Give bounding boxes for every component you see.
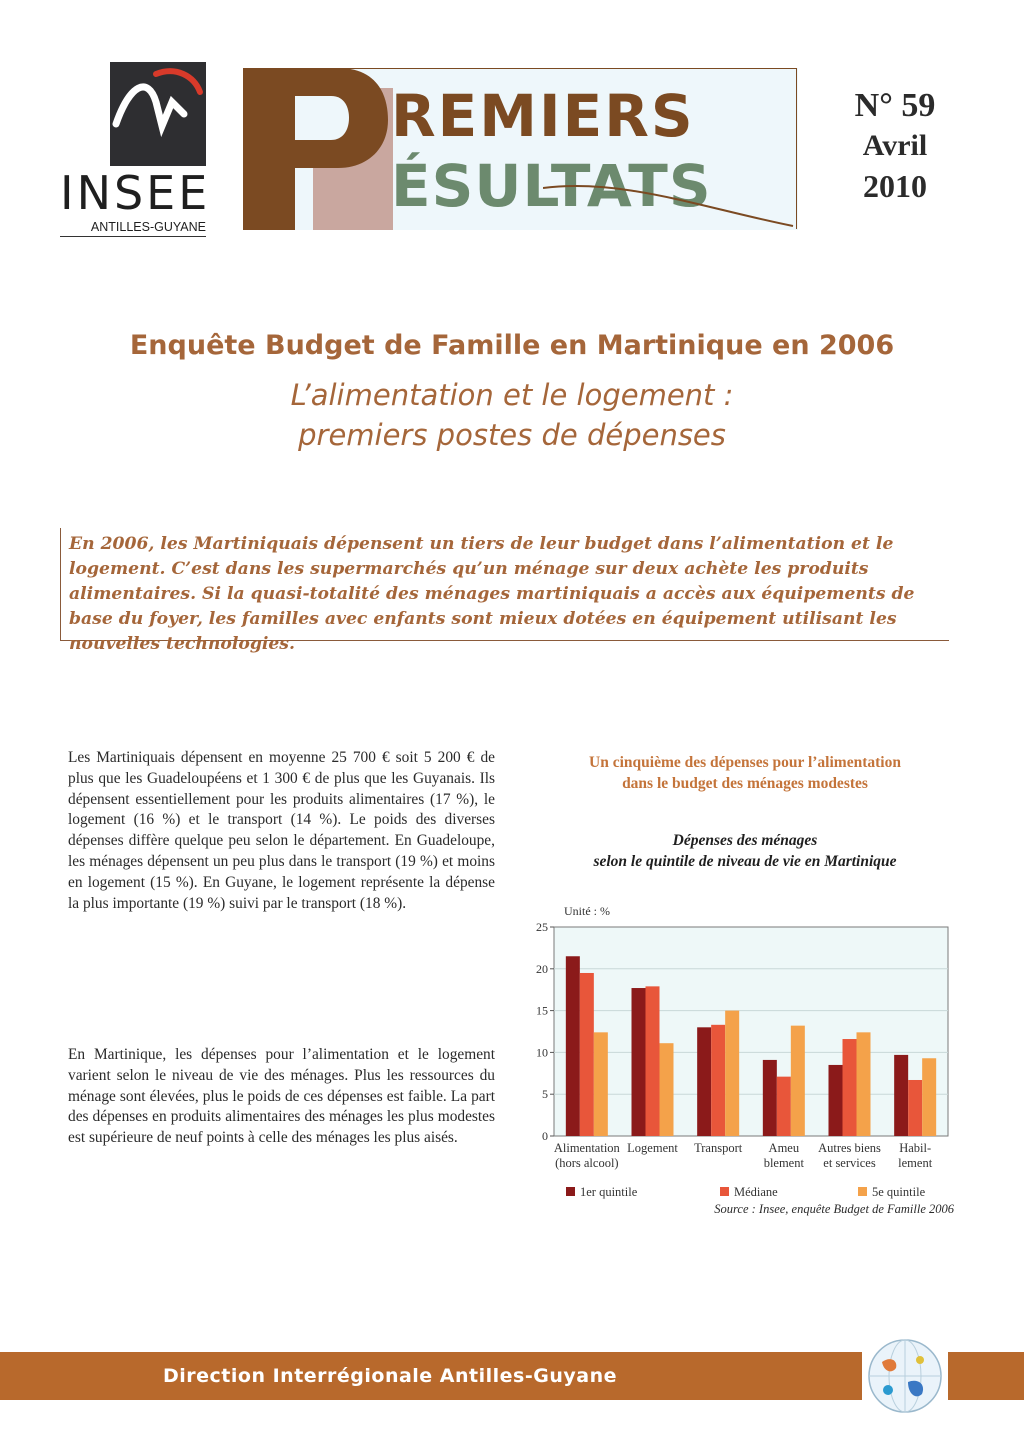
x-tick-label: et services [823, 1156, 876, 1170]
bar-chart [520, 895, 960, 1200]
chart-unit-label: Unité : % [564, 904, 610, 918]
chart-source: Source : Insee, enquête Budget de Famille 2006 [714, 1202, 954, 1216]
y-tick-label: 5 [542, 1087, 548, 1102]
insee-logo-icon [110, 62, 206, 166]
bar-1-2 [632, 988, 646, 1136]
issue-month: Avril [862, 129, 928, 162]
page-subtitle-line2: premiers postes de dépenses [298, 418, 726, 452]
insee-region-label: ANTILLES-GUYANE [60, 220, 206, 237]
bar-3-2 [660, 1043, 674, 1136]
bar-1-5 [829, 1065, 843, 1136]
y-tick-label: 25 [536, 920, 548, 934]
x-tick-label: Autres biens [818, 1141, 881, 1155]
lead-box [60, 528, 949, 654]
footer-text: Direction Interrégionale Antilles-Guyane [163, 1365, 617, 1387]
globe-icon [862, 1336, 948, 1416]
y-tick-label: 0 [542, 1129, 548, 1143]
chart-title-line1: Dépenses des ménages [672, 832, 818, 849]
x-tick-label: lement [898, 1156, 933, 1170]
x-tick-label: Transport [694, 1141, 743, 1155]
chart-heading [540, 752, 950, 794]
issue-number: N° 59 [854, 87, 936, 124]
page-subtitle-line1: L’alimentation et le logement : [290, 378, 734, 412]
bar-3-4 [791, 1026, 805, 1136]
lead-text: En 2006, les Martiniquais dépensent un tiers de leur budget dans l’alimentation et le logement. C’est dans les supermarchés qu’un ménage sur deux achète les produits alimentaires. Si la quasi-totalité des ménages martiniquais a accès aux équipements de base du foyer, les familles avec enfants sont mieux dotées en équipement utilisant les nouvelles technologies. [69, 534, 915, 654]
bar-3-6 [922, 1058, 936, 1136]
chart-heading-line1: Un cinquième des dépenses pour l’alimentation [589, 754, 901, 771]
bar-2-1 [580, 973, 594, 1136]
plot-area [554, 927, 948, 1136]
chart-title-line2: selon le quintile de niveau de vie en Martinique [593, 853, 897, 870]
bar-3-5 [857, 1032, 871, 1136]
page-title: Enquête Budget de Famille en Martinique en 2006 [129, 330, 895, 361]
legend-swatch-3 [858, 1187, 867, 1196]
legend-label-2: Médiane [734, 1185, 778, 1199]
y-tick-label: 15 [536, 1003, 548, 1018]
x-tick-label: (hors alcool) [555, 1156, 619, 1170]
bar-1-1 [566, 956, 580, 1136]
y-tick-label: 10 [536, 1045, 548, 1060]
bar-1-6 [894, 1055, 908, 1136]
bar-3-1 [594, 1032, 608, 1136]
legend-label-3: 5e quintile [872, 1185, 926, 1199]
banner-frame [243, 68, 797, 229]
issue-year: 2010 [863, 168, 927, 204]
x-tick-label: Ameu [768, 1141, 800, 1155]
banner-word2-text: ÉSULTATS [391, 152, 712, 220]
banner-word1-text: REMIERS [391, 82, 695, 150]
y-tick-label: 20 [536, 961, 548, 976]
x-tick-label: Alimentation [553, 1141, 620, 1155]
bar-2-2 [646, 986, 660, 1136]
body-paragraph-1: Les Martiniquais dépensent en moyenne 25 700 € soit 5 200 € de plus que les Guadeloupéens et 1 300 € de plus que les Guyanais. Ils dépensent essentiellement pour les produits alimentaires (17 %), le logement (16 %) et le transport (14 %). Le poids des diverses dépenses diffère quelque peu selon le département. En Guadeloupe, les ménages dépensent un peu plus dans le transport (19 %) et moins en logement (15 %). En Guyane, le logement représente la dépense la plus importante (19 %) suivi par le transport (18 %). [68, 749, 495, 912]
x-tick-label: blement [763, 1156, 804, 1170]
bar-2-4 [777, 1077, 791, 1136]
x-tick-label: Habil- [899, 1141, 932, 1155]
bar-2-6 [908, 1080, 922, 1136]
body-paragraph-2: En Martinique, les dépenses pour l’alimentation et le logement varient selon le niveau de vie des ménages. Plus les ressources du ménage sont élevées, plus le poids de ces dépenses est faible. La part des dépenses en produits alimentaires des ménages les plus modestes est supérieure de neuf points à celle des ménages les plus aisés. [68, 1046, 495, 1147]
x-tick-label: Logement [627, 1141, 678, 1155]
bar-1-4 [763, 1060, 777, 1136]
bar-1-3 [697, 1027, 711, 1136]
legend-label-1: 1er quintile [580, 1185, 638, 1199]
insee-wordmark: INSEE [60, 166, 211, 220]
bar-2-3 [711, 1025, 725, 1136]
bar-2-5 [843, 1039, 857, 1136]
legend-swatch-1 [566, 1187, 575, 1196]
chart-heading-line2: dans le budget des ménages modestes [622, 775, 868, 792]
chart-title [540, 830, 950, 872]
legend-swatch-2 [720, 1187, 729, 1196]
bar-3-3 [725, 1011, 739, 1136]
premiers-resultats-banner [243, 68, 798, 230]
